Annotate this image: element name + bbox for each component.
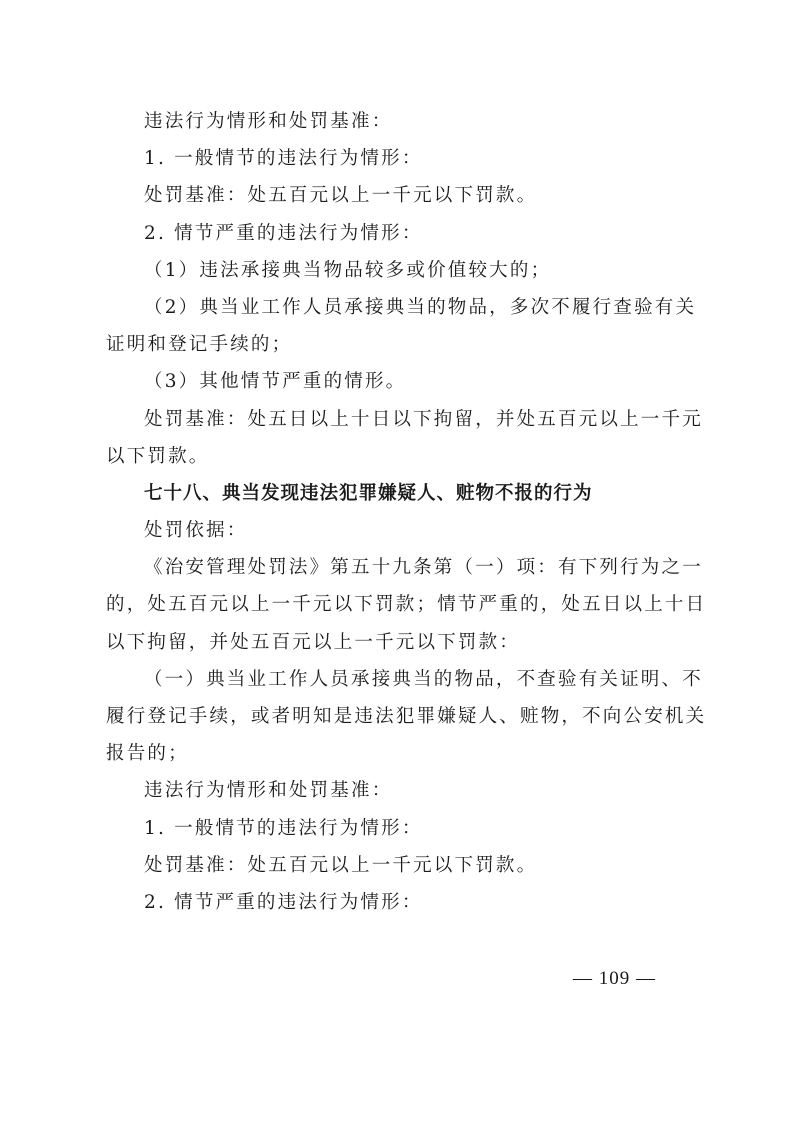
text-line: 1. 一般情节的违法行为情形： — [144, 817, 423, 839]
text-line: 报告的； — [106, 743, 189, 765]
text-line: 1. 一般情节的违法行为情形： — [144, 148, 423, 170]
text-line: 处罚基准：处五日以上十日以下拘留，并处五百元以上一千元 — [144, 408, 703, 430]
text-line: 的，处五百元以上一千元以下罚款；情节严重的，处五日以上十日 — [106, 594, 707, 616]
text-line: （2）典当业工作人员承接典当的物品，多次不履行查验有关 — [144, 296, 697, 318]
text-line: 以下罚款。 — [106, 445, 210, 467]
text-line: （3）其他情节严重的情形。 — [144, 371, 407, 393]
text-line: 处罚基准：处五百元以上一千元以下罚款。 — [144, 185, 538, 207]
text-line: 违法行为情形和处罚基准： — [144, 780, 393, 802]
page-number: — 109 — — [573, 968, 656, 989]
document-body — [106, 103, 707, 921]
text-line: 2. 情节严重的违法行为情形： — [144, 891, 423, 913]
text-line: 处罚依据： — [144, 520, 248, 542]
text-line: 2. 情节严重的违法行为情形： — [144, 222, 423, 244]
text-line: （一）典当业工作人员承接典当的物品，不查验有关证明、不 — [144, 668, 703, 690]
text-line: 证明和登记手续的； — [106, 334, 293, 356]
text-line: （1）违法承接典当物品较多或价值较大的； — [144, 259, 552, 281]
text-line: 以下拘留，并处五百元以上一千元以下罚款： — [106, 631, 521, 653]
text-line: 违法行为情形和处罚基准： — [144, 111, 393, 132]
text-line: 履行登记手续，或者明知是违法犯罪嫌疑人、赃物，不向公安机关 — [106, 706, 707, 727]
text-line: 处罚基准：处五百元以上一千元以下罚款。 — [144, 854, 538, 876]
section-heading: 七十八、典当发现违法犯罪嫌疑人、赃物不报的行为 — [144, 482, 593, 504]
text-line: 《治安管理处罚法》第五十九条第（一）项：有下列行为之一 — [144, 557, 703, 579]
